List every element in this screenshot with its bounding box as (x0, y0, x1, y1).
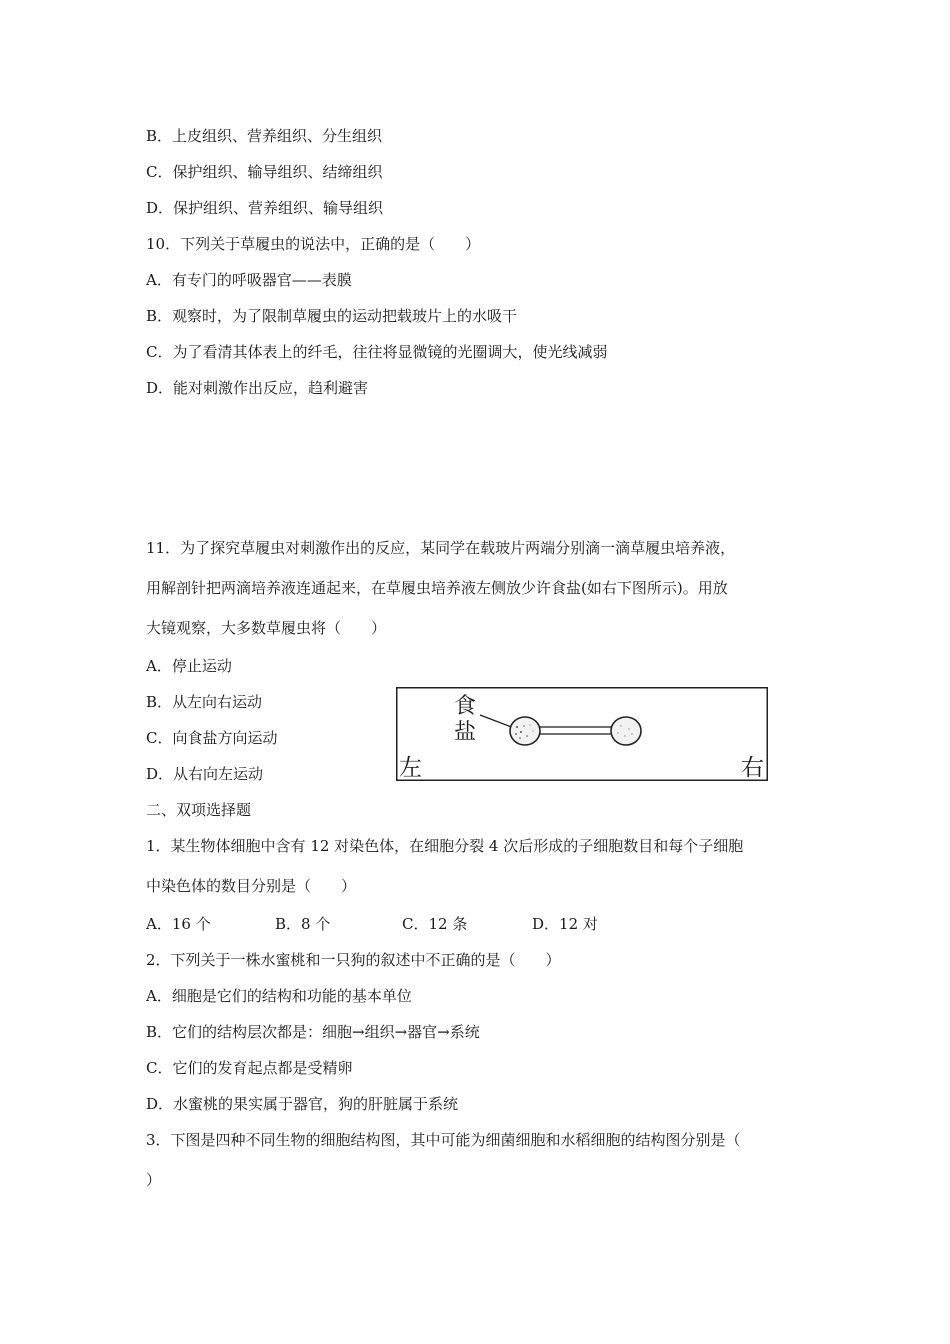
q9-option-c: C．保护组织、输导组织、结缔组织 (146, 163, 383, 181)
q10-stem: 10．下列关于草履虫的说法中，正确的是（ ） (146, 235, 481, 253)
s2q2-option-d: D．水蜜桃的果实属于器官，狗的肝脏属于系统 (146, 1095, 459, 1113)
q10-option-b: B．观察时，为了限制草履虫的运动把载玻片上的水吸干 (146, 307, 518, 325)
s2q2-stem: 2．下列关于一株水蜜桃和一只狗的叙述中不正确的是（ ） (146, 951, 561, 969)
q11-stem-line1: 11．为了探究草履虫对刺激作出的反应，某同学在载玻片两端分别滴一滴草履虫培养液， (146, 539, 736, 557)
slide-figure (396, 687, 768, 781)
q11-option-a: A．停止运动 (146, 657, 232, 675)
s2q2-option-c: C．它们的发育起点都是受精卵 (146, 1059, 353, 1077)
s2q3-stem-line2: ） (146, 1171, 162, 1189)
s2q3-stem-line1: 3．下图是四种不同生物的细胞结构图，其中可能为细菌细胞和水稻细胞的结构图分别是（ (146, 1131, 741, 1149)
left-label: 左 (399, 755, 422, 781)
right-label: 右 (741, 755, 764, 781)
section2-heading: 二、双项选择题 (146, 801, 252, 819)
right-culture-drop (611, 717, 641, 745)
left-culture-drop (510, 717, 540, 745)
s2q1-option-d: D．12 对 (532, 915, 598, 933)
q11-option-d: D．从右向左运动 (146, 765, 264, 783)
s2q1-option-c: C．12 条 (402, 915, 468, 933)
q11-stem-line3: 大镜观察，大多数草履虫将（ ） (146, 619, 387, 637)
s2q2-option-a: A．细胞是它们的结构和功能的基本单位 (146, 987, 412, 1005)
salt-label-char2: 盐 (454, 720, 477, 745)
q10-option-c: C．为了看清其体表上的纤毛，往往将显微镜的光圈调大，使光线减弱 (146, 343, 608, 361)
s2q2-option-b: B．它们的结构层次都是：细胞→组织→器官→系统 (146, 1023, 480, 1041)
s2q1-option-b: B．8 个 (275, 915, 331, 933)
s2q1-stem-line2: 中染色体的数目分别是（ ） (146, 877, 357, 895)
q10-option-a: A．有专门的呼吸器官——表膜 (146, 271, 352, 289)
q10-option-d: D．能对刺激作出反应，趋利避害 (146, 379, 369, 397)
s2q1-option-a: A．16 个 (146, 915, 211, 933)
salt-label-char1: 食 (454, 694, 477, 719)
s2q1-stem-line1: 1．某生物体细胞中含有 12 对染色体，在细胞分裂 4 次后形成的子细胞数目和每个子细胞 (146, 837, 744, 855)
culture-bridge (536, 727, 614, 734)
q11-stem-line2: 用解剖针把两滴培养液连通起来，在草履虫培养液左侧放少许食盐(如右下图所示)。用放 (146, 579, 728, 597)
q9-option-b: B．上皮组织、营养组织、分生组织 (146, 127, 383, 145)
q11-option-c: C．向食盐方向运动 (146, 729, 278, 747)
q11-option-b: B．从左向右运动 (146, 693, 263, 711)
q9-option-d: D．保护组织、营养组织、输导组织 (146, 199, 384, 217)
